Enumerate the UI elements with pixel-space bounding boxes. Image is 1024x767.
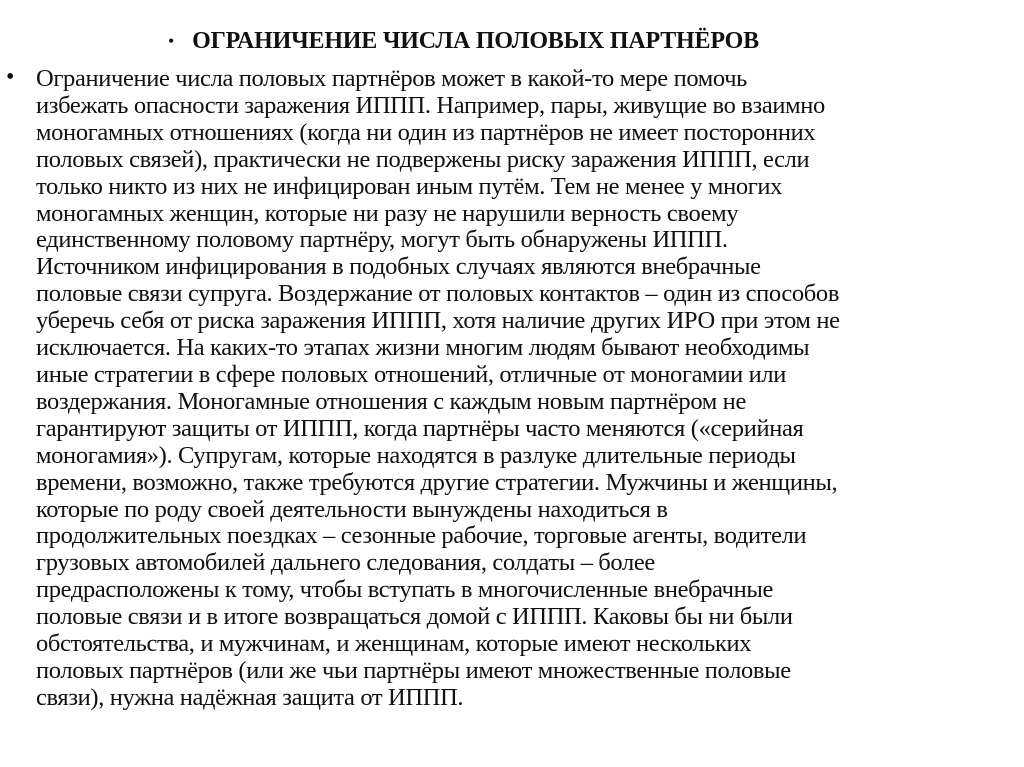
slide-heading [168, 28, 928, 55]
body-paragraph-block [6, 66, 1006, 712]
body-bullet: • [6, 64, 15, 90]
heading-bullet: • [168, 31, 175, 51]
body-text: Ограничение числа половых партнёров может в какой-то мере помочь избежать опасности заражения ИППП. Например, пары, живущие во взаимно моногамных отношениях (когда ни один из партнёров не имеет посторонних половых связей), практически не подвержены риску заражения ИППП, если только никто из них не инфицирован иным путём. Тем не менее у многих моногамных женщин, которые ни разу не нарушили верность своему единственному половому партнёру, могут быть обнаружены ИППП. Источником инфицирования в подобных случаях являются внебрачные половые связи супруга. Воздержание от половых контактов – один из способов уберечь себя от риска заражения ИППП, хотя наличие других ИРО при этом не исключается. На каких-то этапах жизни многим людям бывают необходимы иные стратегии в сфере половых отношений, отличные от моногамии или воздержания. Моногамные отношения с каждым новым партнёром не гарантируют защиты от ИППП, когда партнёры часто меняются («серийная моногамия»). Супругам, которые находятся в разлуке длительные периоды времени, возможно, также требуются другие стратегии. Мужчины и женщины, которые по роду своей деятельности вынуждены находиться в продолжительных поездках – сезонные рабочие, торговые агенты, водители грузовых автомобилей дальнего следования, солдаты – более предрасположены к тому, чтобы вступать в многочисленные внебрачные половые связи и в итоге возвращаться домой с ИППП. Каковы бы ни были обстоятельства, и мужчинам, и женщинам, которые имеют нескольких половых партнёров (или же чьи партнёры имеют множественные половые связи), нужна надёжная защита от ИППП. [36, 65, 840, 711]
heading-text: ОГРАНИЧЕНИЕ ЧИСЛА ПОЛОВЫХ ПАРТНЁРОВ [192, 28, 759, 54]
